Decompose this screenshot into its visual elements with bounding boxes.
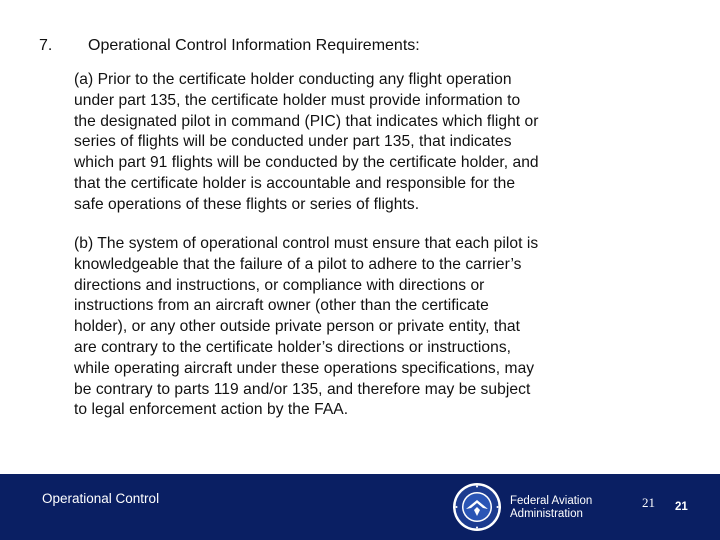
- page-number-right: 21: [675, 501, 688, 513]
- agency-line-1: Federal Aviation: [510, 495, 593, 507]
- paragraph-a-line: which part 91 flights will be conducted by the certificate holder, and: [74, 154, 539, 172]
- paragraph-b-line: directions and instructions, or compliance with directions or: [74, 276, 485, 294]
- footer-title: Operational Control: [42, 491, 160, 506]
- paragraph-a-line: under part 135, the certificate holder must provide information to: [74, 91, 521, 109]
- paragraph-a: [74, 70, 664, 216]
- paragraph-b-line: knowledgeable that the failure of a pilot to adhere to the carrier’s: [74, 255, 522, 273]
- section-number: 7.: [39, 37, 53, 54]
- paragraph-a-line: (a) Prior to the certificate holder conducting any flight operation: [74, 71, 512, 88]
- paragraph-b-line: (b) The system of operational control must ensure that each pilot is: [74, 235, 539, 252]
- paragraph-b-line: instructions from an aircraft owner (other than the certificate: [74, 297, 489, 315]
- paragraph-b-line: holder), or any other outside private person or private entity, that: [74, 318, 521, 336]
- agency-line-2: Administration: [510, 508, 583, 520]
- paragraph-b-line: are contrary to the certificate holder’s directions or instructions,: [74, 338, 512, 356]
- paragraph-a-line: safe operations of these flights or series of flights.: [74, 195, 420, 213]
- paragraph-b-line: while operating aircraft under these operations specifications, may: [74, 359, 535, 377]
- paragraph-b-line: to legal enforcement action by the FAA.: [74, 401, 349, 419]
- paragraph-a-line: series of flights will be conducted under part 135, that indicates: [74, 133, 512, 151]
- section-title: Operational Control Information Requirements:: [88, 37, 420, 54]
- section-heading: [0, 37, 720, 59]
- agency-name: [510, 495, 592, 521]
- paragraph-a-line: that the certificate holder is accountable and responsible for the: [74, 174, 516, 192]
- footer-bar: [0, 474, 720, 540]
- paragraph-b: [74, 234, 664, 421]
- page-number-left: 21: [642, 495, 655, 510]
- faa-seal-icon: [452, 482, 502, 532]
- paragraph-a-line: the designated pilot in command (PIC) that indicates which flight or: [74, 112, 539, 130]
- paragraph-b-line: be contrary to parts 119 and/or 135, and therefore may be subject: [74, 380, 531, 398]
